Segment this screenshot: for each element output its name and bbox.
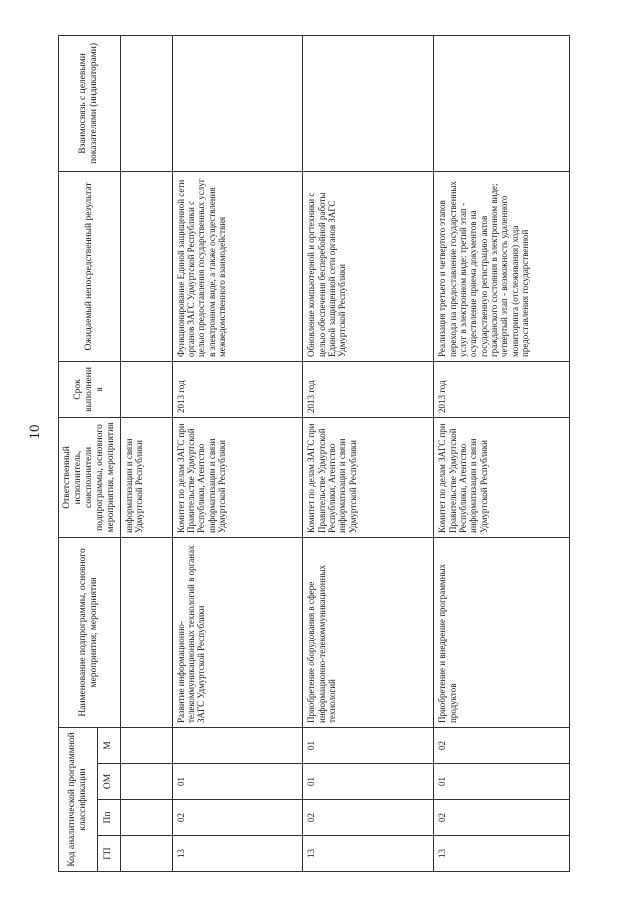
term-cell: 2013 год — [434, 361, 569, 417]
om-cell: 01 — [434, 764, 569, 800]
table-row — [303, 35, 434, 871]
table-cell — [120, 836, 172, 872]
name-cell: Развитие информационно-телекоммуникационных технологий в органах ЗАГС Удмуртской Республики — [172, 537, 303, 727]
om-cell: 01 — [303, 764, 434, 800]
responsible-cell: Комитет по делам ЗАГС при Правительстве Удмуртской Республики, Агентство информатизации и связи Удмуртской Республики — [303, 417, 434, 537]
header-row-1 — [59, 35, 98, 871]
code-classification-header: Код аналитической программной классификации — [59, 727, 98, 871]
term-cell: 2013 год — [172, 361, 303, 417]
link-cell — [434, 35, 569, 171]
m-cell: 01 — [303, 727, 434, 763]
name-cell: Приобретение и внедрение программных продуктов — [434, 537, 569, 727]
gp-header: ГП — [98, 836, 121, 872]
result-cell: Реализация третьего и четвертого этапов перехода на предоставление государственных услуг в электронном виде: третий этап - осуществление приема документов на государственную регистрацию актов гражданского состояния в электронном виде; четвертый этап - возможность удаленного мониторинга (отслеживания) хода предоставления государственной — [434, 171, 569, 361]
term-cell: 2013 год — [303, 361, 434, 417]
m-cell — [172, 727, 303, 763]
table-cell — [120, 171, 172, 361]
table-cell — [120, 764, 172, 800]
table-cell — [120, 361, 172, 417]
name-cell: Приобретение оборудования в сфере информационно-телекоммуникационных технологий — [303, 537, 434, 727]
table-row — [172, 35, 303, 871]
responsible-cell: Комитет по делам ЗАГС при Правительстве Удмуртской Республики, Агентство информатизации и связи Удмуртской Республики — [434, 417, 569, 537]
responsible-header: Ответственный исполнитель, соисполнители подпрограммы, основного мероприятия, мероприятия — [59, 417, 121, 537]
gp-cell: 13 — [172, 836, 303, 872]
table-row — [434, 35, 569, 871]
page-number: 10 — [27, 424, 43, 440]
continuation-responsible-cell: информатизации и связи Удмуртской Республики — [120, 417, 172, 537]
table-cell — [120, 800, 172, 836]
result-header: Ожидаемый непосредственный результат — [59, 171, 121, 361]
gp-cell: 13 — [434, 836, 569, 872]
m-header: М — [98, 727, 121, 763]
table-cell — [120, 537, 172, 727]
continuation-row — [120, 35, 172, 871]
table-cell — [120, 727, 172, 763]
m-cell: 02 — [434, 727, 569, 763]
table-cell — [120, 35, 172, 171]
om-header: ОМ — [98, 764, 121, 800]
rotated-table-wrapper — [58, 36, 568, 872]
gp-cell: 13 — [303, 836, 434, 872]
result-cell: Обновление компьютерной и оргтехники с целью обеспечения бесперебойной работы Единой защищенной сети органов ЗАГС Удмуртской Республики — [303, 171, 434, 361]
pp-cell: 02 — [172, 800, 303, 836]
responsible-cell: Комитет по делам ЗАГС при Правительстве Удмуртской Республики, Агентство информатизации и связи Удмуртской Республики — [172, 417, 303, 537]
pp-cell: 02 — [434, 800, 569, 836]
pp-header: Пп — [98, 800, 121, 836]
link-cell — [303, 35, 434, 171]
activities-table — [58, 35, 570, 872]
result-cell: Функционирование Единой защищенной сети органов ЗАГС Удмуртской Республики с целью предоставления государственных услуг в электронном виде, а также осуществления межведомственного взаимодействия — [172, 171, 303, 361]
link-cell — [172, 35, 303, 171]
link-header: Взаимосвязь с целевыми показателями (индикаторами) — [59, 35, 121, 171]
pp-cell: 02 — [303, 800, 434, 836]
term-header: Срок выполнения — [59, 361, 121, 417]
name-header: Наименование подпрограммы, основного мероприятия, мероприятия — [59, 537, 121, 727]
om-cell: 01 — [172, 764, 303, 800]
